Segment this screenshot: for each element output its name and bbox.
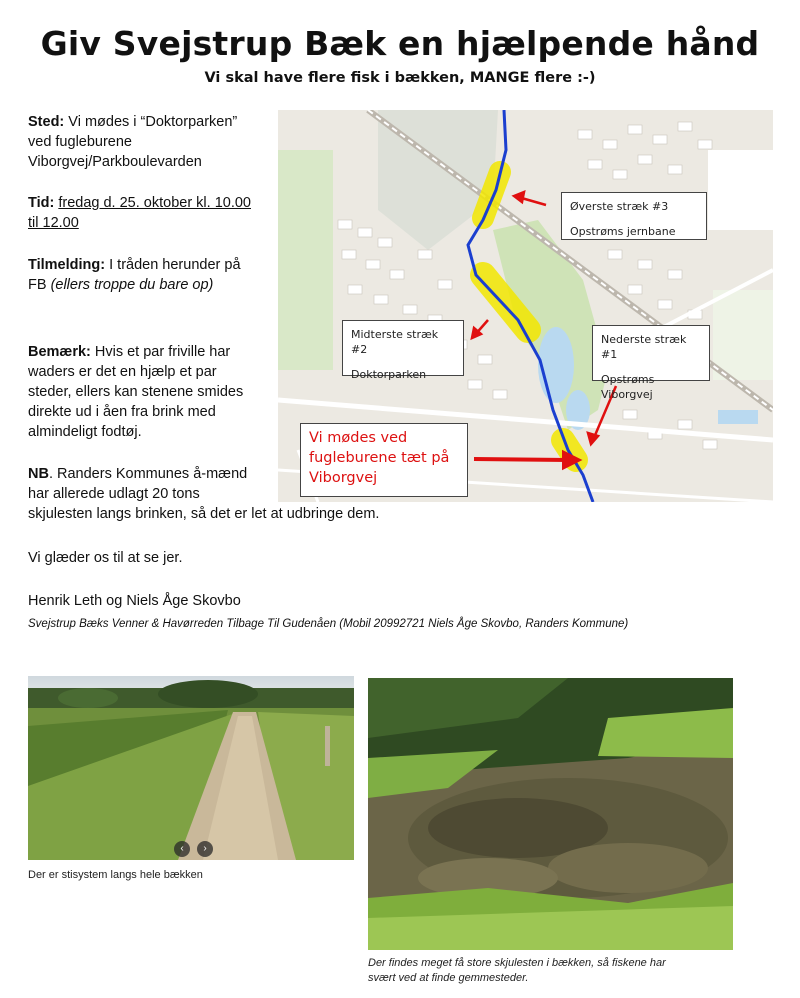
stream-caption-line1: Der findes meget få store skjulesten i bækken, så fiskene har <box>368 957 666 969</box>
signup-line2b: (ellers troppe du bare op) <box>50 277 214 293</box>
closing-text: Vi glæder os til at se jer. <box>28 550 183 566</box>
callout-middle-title: Midterste stræk #2 <box>351 328 439 356</box>
callout-middle-subtitle: Doktorparken <box>351 368 427 381</box>
note-paragraph <box>28 342 243 442</box>
time-line2: til 12.00 <box>28 215 79 231</box>
note-label: Bemærk: <box>28 344 91 360</box>
callout-middle-reach <box>342 320 464 381</box>
signup-line1: I tråden herunder på <box>105 257 241 273</box>
place-paragraph <box>28 112 237 172</box>
organisation-text: Svejstrup Bæks Venner & Havørreden Tilbage Til Gudenåen (Mobil 20992721 Niels Åge Skovbo, Randers Kommune) <box>28 618 629 630</box>
meeting-point-callout <box>300 423 468 497</box>
signup-line2a: FB <box>28 277 51 293</box>
signup-label: Tilmelding: <box>28 257 106 273</box>
stream-photo-caption <box>368 956 666 986</box>
signup-paragraph <box>28 255 241 295</box>
time-paragraph <box>28 193 251 233</box>
callout-upper-title: Øverste stræk #3 <box>570 200 669 213</box>
note-line1: Hvis et par friville har <box>90 344 231 360</box>
meeting-line1: Vi mødes ved <box>309 430 408 446</box>
callout-lower-subtitle: Opstrøms Viborgvej <box>601 373 655 401</box>
path-photo-drawing <box>28 676 354 860</box>
place-line3: Viborgvej/Parkboulevarden <box>28 154 202 170</box>
nb-line1: . Randers Kommunes å-mænd <box>48 466 248 482</box>
stream-photo <box>368 678 733 950</box>
nb-line3: skjulesten langs brinken, så det er let at udbringe dem. <box>28 506 380 522</box>
note-line3: steder, ellers kan stenene smides <box>28 384 244 400</box>
note-line2: waders er det en hjælp et par <box>28 364 217 380</box>
note-line4: direkte ud i åen fra brink med <box>28 404 216 420</box>
callout-upper-reach <box>561 192 707 240</box>
place-label: Sted: <box>28 114 65 130</box>
photo-prev-button[interactable]: ‹ <box>174 841 190 857</box>
path-photo <box>28 676 354 860</box>
photo-next-button[interactable]: › <box>197 841 213 857</box>
place-line1: Vi mødes i “Doktorparken” <box>64 114 238 130</box>
path-photo-caption: Der er stisystem langs hele bækken <box>28 869 203 881</box>
callout-lower-title: Nederste stræk #1 <box>601 333 687 361</box>
nb-label: NB <box>28 466 49 482</box>
signature-text: Henrik Leth og Niels Åge Skovbo <box>28 593 241 609</box>
map-image <box>278 110 773 502</box>
time-label: Tid: <box>28 195 55 211</box>
meeting-line3: Viborgvej <box>309 470 378 486</box>
callout-upper-subtitle: Opstrøms jernbane <box>570 225 676 238</box>
stream-caption-line2: svært ved at finde gemmesteder. <box>368 972 529 984</box>
page-subtitle: Vi skal have flere fisk i bækken, MANGE flere :-) <box>204 70 596 86</box>
time-line1: fredag d. 25. oktober kl. 10.00 <box>58 195 251 211</box>
callout-lower-reach <box>592 325 710 401</box>
stream-photo-drawing <box>368 678 733 950</box>
meeting-line2: fugleburene tæt på <box>309 450 450 466</box>
nb-line2: har allerede udlagt 20 tons <box>28 486 200 502</box>
place-line2: ved fugleburene <box>28 134 132 150</box>
page-title: Giv Svejstrup Bæk en hjælpende hånd <box>40 24 760 63</box>
note-line5: almindeligt fodtøj. <box>28 424 142 440</box>
